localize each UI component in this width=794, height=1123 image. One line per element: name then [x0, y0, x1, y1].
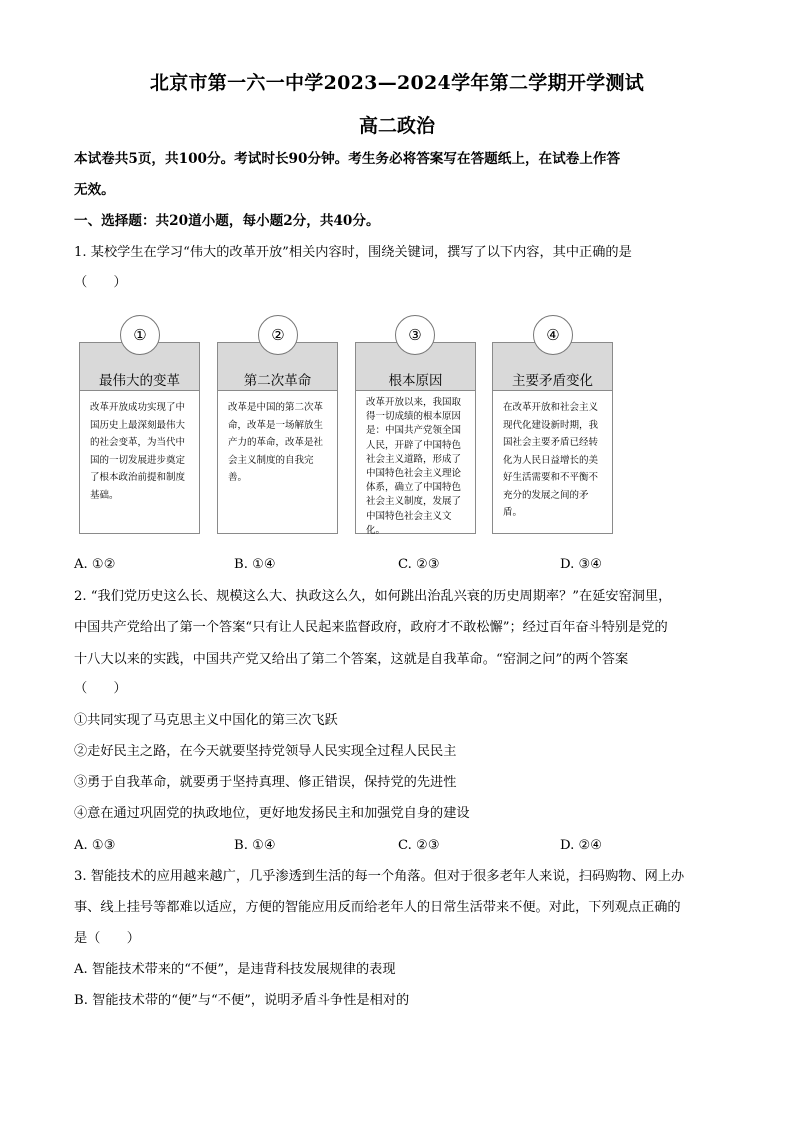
- q3-stem-line-1: 3. 智能技术的应用越来越广，几乎渗透到生活的每一个角落。但对于很多老年人来说，扫码购物、网上办: [74, 869, 685, 884]
- q1-option-d[interactable]: D. ③④: [560, 557, 603, 572]
- card-4-title: 主要矛盾变化: [512, 373, 593, 389]
- exam-subject: 高二政治: [358, 115, 435, 137]
- card-4-number: ④: [533, 315, 573, 355]
- q2-item-1: ①共同实现了马克思主义中国化的第三次飞跃: [74, 713, 338, 728]
- card-4: [492, 342, 613, 534]
- card-1-number: ①: [120, 315, 160, 355]
- q1-stem-line-1: 1. 某校学生在学习“伟大的改革开放”相关内容时，围绕关键词，撰写了以下内容，其中正确的是: [74, 245, 632, 260]
- card-2: [217, 342, 338, 534]
- q2-item-2: ②走好民主之路，在今天就要坚持党领导人民实现全过程人民民主: [74, 744, 457, 759]
- instructions-line-1: 本试卷共5页，共100分。考试时长90分钟。考生务必将答案写在答题纸上，在试卷上作答: [74, 151, 621, 167]
- q1-option-b[interactable]: B. ①④: [234, 557, 276, 572]
- q2-option-b[interactable]: B. ①④: [234, 838, 276, 853]
- q3-option-b[interactable]: B. 智能技术带的“便”与“不便”，说明矛盾斗争性是相对的: [74, 993, 410, 1008]
- card-2-number: ②: [258, 315, 298, 355]
- q1-option-c[interactable]: C. ②③: [398, 557, 440, 572]
- q1-stem-line-2: （ ）: [74, 275, 127, 290]
- section-heading: 一、选择题：共20道小题，每小题2分，共40分。: [74, 213, 380, 229]
- q2-item-3: ③勇于自我革命，就要勇于坚持真理、修正错误，保持党的先进性: [74, 775, 457, 790]
- exam-title: 北京市第一六一中学2023—2024学年第二学期开学测试: [149, 72, 645, 94]
- card-3-title: 根本原因: [388, 373, 443, 389]
- card-2-title: 第二次革命: [243, 373, 312, 389]
- card-4-text: 在改革开放和社会主义现代化建设新时期，我国社会主要矛盾已经转化为人民日益增长的美好生活需要和不平衡不充分的发展之间的矛盾。: [503, 402, 599, 518]
- card-3-number: ③: [395, 315, 435, 355]
- q2-item-4: ④意在通过巩固党的执政地位，更好地发扬民主和加强党自身的建设: [74, 806, 470, 821]
- q3-option-a[interactable]: A. 智能技术带来的“不便”，是违背科技发展规律的表现: [74, 962, 396, 977]
- q2-option-a[interactable]: A. ①③: [74, 838, 116, 853]
- q2-stem-line-4: （ ）: [74, 681, 127, 696]
- instructions-line-2: 无效。: [74, 182, 115, 198]
- q2-option-c[interactable]: C. ②③: [398, 838, 440, 853]
- q1-option-a[interactable]: A. ①②: [74, 557, 116, 572]
- card-1-text: 改革开放成功实现了中国历史上最深刻最伟大的社会变革，为当代中国的一切发展进步奠定了根本政治前提和制度基础。: [90, 402, 186, 501]
- card-1-title: 最伟大的变革: [99, 373, 180, 389]
- card-3-text: 改革开放以来，我国取得一切成绩的根本原因是：中国共产党领全国人民，开辟了中国特色社会主义道路，形成了中国特色社会主义理论体系，确立了中国特色社会主义制度，发展了中国特色社会主义文化。: [366, 397, 462, 536]
- card-3: [355, 342, 476, 534]
- q2-stem-line-2: 中国共产党给出了第一个答案“只有让人民起来监督政府，政府才不敢松懈”；经过百年奋斗特别是党的: [74, 620, 668, 635]
- q2-stem-line-1: 2. “我们党历史这么长、规模这么大、执政这么久，如何跳出治乱兴衰的历史周期率？”在延安窑洞里，: [74, 589, 672, 604]
- q3-stem-line-2: 事、线上挂号等都难以适应，方便的智能应用反而给老年人的日常生活带来不便。对此，下列观点正确的: [74, 900, 681, 915]
- q3-stem-line-3: 是（ ）: [74, 931, 140, 946]
- q2-option-d[interactable]: D. ②④: [560, 838, 603, 853]
- card-2-text: 改革是中国的第二次革命，改革是一场解放生产力的革命，改革是社会主义制度的自我完善。: [228, 402, 324, 483]
- q2-stem-line-3: 十八大以来的实践，中国共产党又给出了第二个答案，这就是自我革命。“窑洞之问”的两个答案: [74, 652, 629, 667]
- card-1: [79, 342, 200, 534]
